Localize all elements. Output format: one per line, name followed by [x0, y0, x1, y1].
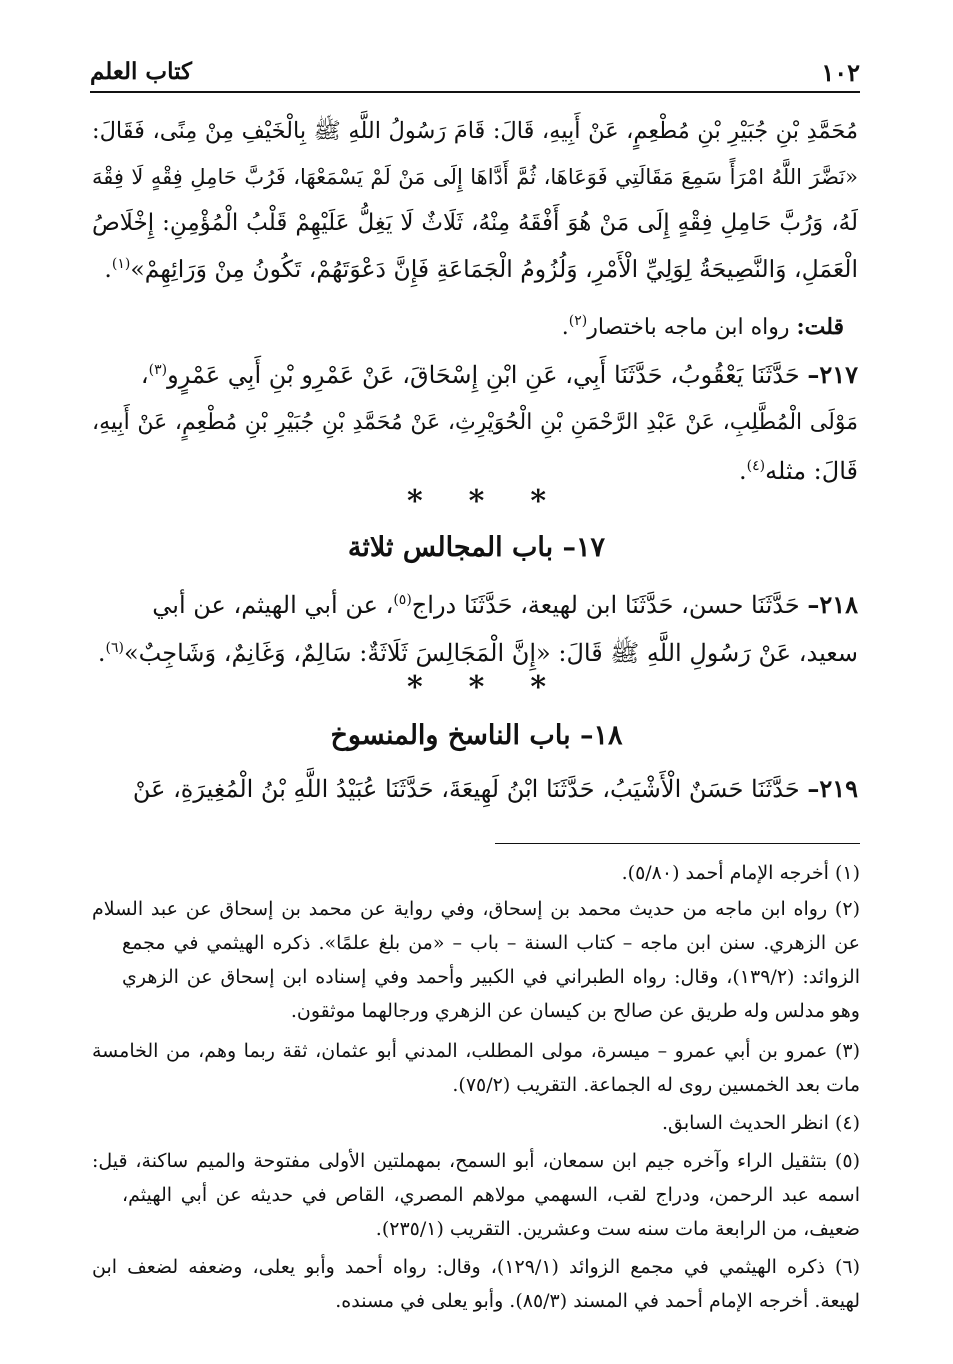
running-title: كتاب العلم [90, 58, 192, 85]
text-line: «نَضَّرَ اللَّهُ امْرَأً سَمِعَ مَقَالَتِي فَوَعَاهَا، ثُمَّ أَدَّاهَا إِلَى مَنْ لَمْ يَسْمَعْهَا، فَرُبَّ حَامِلِ فِقْهٍ لَا فِقْهَ [92, 165, 858, 189]
footnote-rule [495, 843, 860, 844]
footnote-2: (٢) رواه ابن ماجه من حديث محمد بن إسحاق، وفي رواية عن محمد بن إسحاق عن عبد السلام [92, 898, 860, 920]
section-divider: *** [406, 484, 593, 519]
footnote-2-cont: الزوائد: (١٣٩/٢)، وقال: رواه الطبراني في الكبير وأحمد وفي إسناده ابن إسحاق عن الزهري [122, 966, 860, 988]
text-span: قَالَ: مثله [765, 457, 858, 485]
text-span: ، عن أبي الهيثم، عن أبي [152, 591, 394, 619]
footnote-6: (٦) ذكره الهيثمي في مجمع الزوائد (١٢٩/١)، وقال: رواه أحمد وأبو يعلى، وضعفه لضعف ابن [92, 1256, 860, 1278]
hadith-number: ٢١٩– [807, 774, 858, 803]
text-span: . [104, 255, 112, 283]
footnote-ref: (٣) [148, 362, 168, 378]
chapter-heading-18: ١٨– باب الناسخ والمنسوخ [330, 720, 623, 751]
footnote-1: (١) أخرجه الإمام أحمد (٥/٨٠). [621, 862, 860, 884]
commentary-label: قلت: [796, 314, 844, 340]
footnote-3: (٣) عمرو بن أبي عمرو – ميسرة، مولى المطلب، المدني أبو عثمان، ثقة ربما وهم، من الخامسة [92, 1040, 860, 1062]
commentary-line [92, 304, 858, 350]
section-divider: *** [406, 670, 593, 705]
hadith-217-line [92, 352, 858, 398]
text-span: حَدَّثَنَا حَسَنٌ الْأَشْيَبُ، حَدَّثَنَا ابْنُ لَهِيعَةَ، حَدَّثَنَا عُبَيْدُ اللَّهِ بْنُ الْمُغِيرَةِ، عَنْ [132, 775, 808, 803]
hadith-218-line [92, 582, 858, 628]
footnote-5-cont: ضعيف، من الرابعة مات سنه ست وعشرين. التقريب (٢٣٥/١). [375, 1218, 860, 1240]
text-span: حَدَّثَنَا حسن، حَدَّثَنَا ابن لهيعة، حَدَّثَنَا دراج [411, 591, 808, 619]
chapter-heading-17: ١٧– باب المجالس ثلاثة [347, 532, 606, 563]
footnote-ref: (٢) [568, 313, 588, 329]
text-span: . [561, 315, 569, 340]
text-span: سعيد، عَنْ رَسُولِ اللَّهِ ﷺ قَالَ: «إِنَّ الْمَجَالِسَ ثَلَاثَةٌ: سَالِمٌ، وَغَانِمٌ، وَشَاجِبٌ» [124, 639, 858, 667]
hadith-number: ٢١٨– [807, 590, 858, 619]
footnote-5-cont: اسمه عبد الرحمن، ودراج لقب، السهمي مولاهم المصري، القاص في حديثه عن أبي الهيثم، [122, 1184, 860, 1206]
footnote-4: (٤) انظر الحديث السابق. [661, 1112, 860, 1134]
text-span: ، [140, 361, 149, 389]
footnote-3-cont: مات بعد الخمسين روى له الجماعة. التقريب (٧٥/٢). [452, 1074, 860, 1096]
footnote-5: (٥) بتثقيل الراء وآخره جيم ابن سمعان، أبو السمح، بمهملتين الأولى مفتوحة والميم ساكنة، قيل: [92, 1150, 860, 1172]
text-span: . [739, 457, 747, 485]
text-line: مُحَمَّدِ بْنِ جُبَيْرِ بْنِ مُطْعِمٍ، عَنْ أَبِيهِ، قَالَ: قَامَ رَسُولُ اللَّهِ ﷺ بِالْخَيْفِ مِنْ مِنًى، فَقَالَ: [92, 118, 858, 144]
text-span: حَدَّثَنَا يَعْقُوبُ، حَدَّثَنَا أَبِي، عَنِ ابْنِ إِسْحَاقَ، عَنْ عَمْرِو بْنِ أَبِي عَمْرٍو [167, 361, 808, 389]
footnote-2-cont: عن الزهري. سنن ابن ماجه – كتاب السنة – باب – «من بلغ علمًا». ذكره الهيثمي في مجمع [122, 932, 860, 954]
footnote-ref: (١) [111, 256, 131, 272]
text-line [92, 246, 858, 292]
footnote-6-cont: لهيعة. أخرجه الإمام أحمد في المسند (٨٥/٣). وأبو يعلى في مسنده. [335, 1290, 860, 1312]
hadith-219-line [92, 766, 858, 812]
footnote-ref: (٤) [746, 458, 766, 474]
text-line: مَوْلَى الْمُطَّلِبِ، عَنْ عَبْدِ الرَّحْمَنِ بْنِ الْحُوَيْرِثِ، عَنْ مُحَمَّدِ بْنِ جُبَيْرِ بْنِ مُطْعِمٍ، عَنْ أَبِيهِ، [92, 410, 858, 435]
page-header [90, 58, 860, 88]
footnote-ref: (٥) [393, 592, 412, 608]
header-rule [90, 91, 860, 93]
footnote-2-cont: وهو مدلس وله طريق عن صالح بن كيسان عن الزهري ورجالهما موثقون. [290, 1000, 860, 1022]
text-line: لَهُ، وَرُبَّ حَامِلِ فِقْهٍ إِلَى مَنْ هُوَ أَفْقَهُ مِنْهُ، ثَلَاثٌ لَا يَغِلُّ عَلَيْهِمْ قَلْبُ الْمُؤْمِنِ: إِخْلَاصُ [92, 210, 858, 236]
footnote-ref: (٦) [105, 640, 124, 656]
page-number: ١٠٢ [821, 58, 860, 87]
commentary-text: رواه ابن ماجه باختصار [587, 315, 797, 340]
text-span: . [97, 639, 106, 667]
text-span: الْعَمَلِ، وَالنَّصِيحَةُ لِوَلِيِّ الْأَمْرِ، وَلُزُومُ الْجَمَاعَةِ فَإِنَّ دَعْوَتَهُمْ، تَكُونُ مِنْ وَرَائِهِمْ» [130, 255, 858, 283]
hadith-number: ٢١٧– [807, 360, 858, 389]
